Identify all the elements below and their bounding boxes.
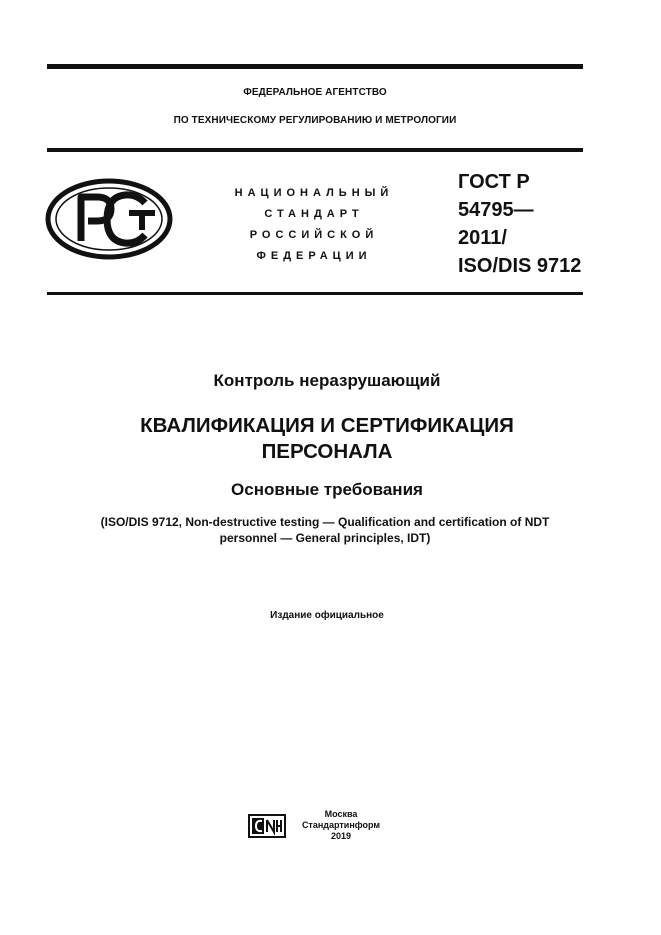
original-standard-reference (60, 514, 590, 546)
publisher-name: Стандартинформ (301, 820, 381, 830)
document-subtitle: Основные требования (231, 480, 423, 499)
national-standard-label (214, 183, 414, 267)
national-standard-line: РОССИЙСКОЙ (249, 229, 379, 241)
national-standard-line: СТАНДАРТ (264, 208, 364, 220)
top-rule (47, 64, 583, 69)
standartinform-logo-icon (248, 814, 286, 838)
national-standard-line: НАЦИОНАЛЬНЫЙ (234, 187, 394, 199)
original-reference-line2: personnel — General principles, IDT) (219, 531, 431, 545)
document-title-line1: КВАЛИФИКАЦИЯ И СЕРТИФИКАЦИЯ (140, 414, 514, 437)
national-standard-line: ФЕДЕРАЦИИ (256, 250, 372, 262)
publisher-year: 2019 (330, 831, 352, 841)
standard-code-line: 2011/ (458, 227, 507, 249)
document-title (47, 413, 607, 465)
middle-rule (47, 148, 583, 152)
standard-code-line: 54795— (458, 199, 534, 221)
standard-code-line: ГОСТ Р (458, 171, 530, 193)
edition-note: Издание официальное (270, 610, 384, 621)
bottom-rule (47, 292, 583, 295)
agency-name-line2: ПО ТЕХНИЧЕСКОМУ РЕГУЛИРОВАНИЮ И МЕТРОЛОГИИ (173, 115, 457, 126)
publisher-info (296, 809, 386, 842)
original-reference-line1: (ISO/DIS 9712, Non-destructive testing — Qualification and certification of NDT (100, 515, 550, 529)
rst-certification-logo-icon (45, 178, 175, 260)
standard-code (458, 168, 588, 280)
document-title-line2: ПЕРСОНАЛА (261, 440, 393, 463)
publisher-city: Москва (324, 809, 358, 819)
standard-code-line: ISO/DIS 9712 (458, 255, 582, 277)
document-subject: Контроль неразрушающий (213, 371, 441, 390)
agency-name-line1: ФЕДЕРАЛЬНОЕ АГЕНТСТВО (243, 87, 387, 98)
